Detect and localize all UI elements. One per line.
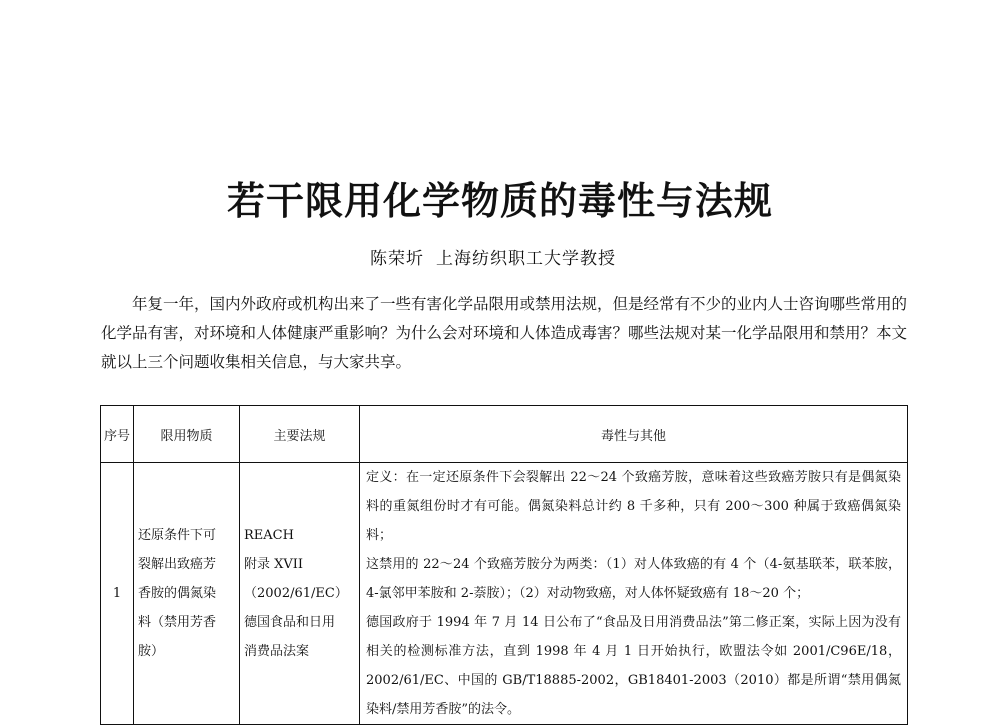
author-name: 陈荣圻 [370,249,424,269]
regulation-line: 德国食品和日用 [244,615,336,630]
toxicity-paragraph: 定义：在一定还原条件下会裂解出 22～24 个致癌芳胺，意味着这些致癌芳胺只有是偶氮染料的重氮组份时才有可能。偶氮染料总计约 8 千多种，只有 200～300 种属于致癌偶氮染料； [366,470,901,543]
regulation-line: （2002/61/EC） [244,586,348,601]
regulation-line: REACH [244,528,294,543]
table-row [101,463,908,725]
regulation-table [100,405,908,725]
article-title: 若干限用化学物质的毒性与法规 [226,179,773,223]
cell-no: 1 [101,463,134,725]
substance-line: 还原条件下可 [138,528,217,543]
header-substance: 限用物质 [134,406,240,463]
cell-regulation [240,463,360,725]
intro-paragraph: 年复一年，国内外政府或机构出来了一些有害化学品限用或禁用法规，但是经常有不少的业内人士咨询哪些常用的化学品有害，对环境和人体健康严重影响？为什么会对环境和人体造成毒害？哪些法规对某一化学品限用和禁用？本文就以上三个问题收集相关信息，与大家共享。 [101,295,908,371]
header-regulation: 主要法规 [240,406,360,463]
toxicity-paragraph: 德国政府于 1994 年 7 月 14 日公布了“食品及日用消费品法”第二修正案，实际上因为没有相关的检测标准方法，直到 1998 年 4 月 1 日开始执行，欧盟法令如 2001/C96E/18，2002/61/EC、中国的 GB/T18885-2002，GB18401-2003（2010）都是所谓“禁用偶氮染料/禁用芳香胺”的法令。 [366,615,901,717]
toxicity-paragraph: 这禁用的 22～24 个致癌芳胺分为两类：（1）对人体致癌的有 4 个（4-氨基联苯，联苯胺，4-氯邻甲苯胺和 2-萘胺）；（2）对动物致癌，对人体怀疑致癌有 18～20 个； [366,557,901,601]
substance-line: 香胺的偶氮染 [138,586,217,601]
header-no: 序号 [101,406,134,463]
substance-line: 胺） [138,644,165,659]
regulation-line: 消费品法案 [244,644,310,659]
author-affiliation: 上海纺织职工大学教授 [436,249,616,269]
table-header-row [101,406,908,463]
cell-toxicity [360,463,908,725]
substance-line: 料（禁用芳香 [138,615,217,630]
substance-line: 裂解出致癌芳 [138,557,217,572]
author-line [370,244,616,269]
regulation-line: 附录 XVII [244,557,304,572]
cell-substance [134,463,240,725]
header-toxicity: 毒性与其他 [360,406,908,463]
